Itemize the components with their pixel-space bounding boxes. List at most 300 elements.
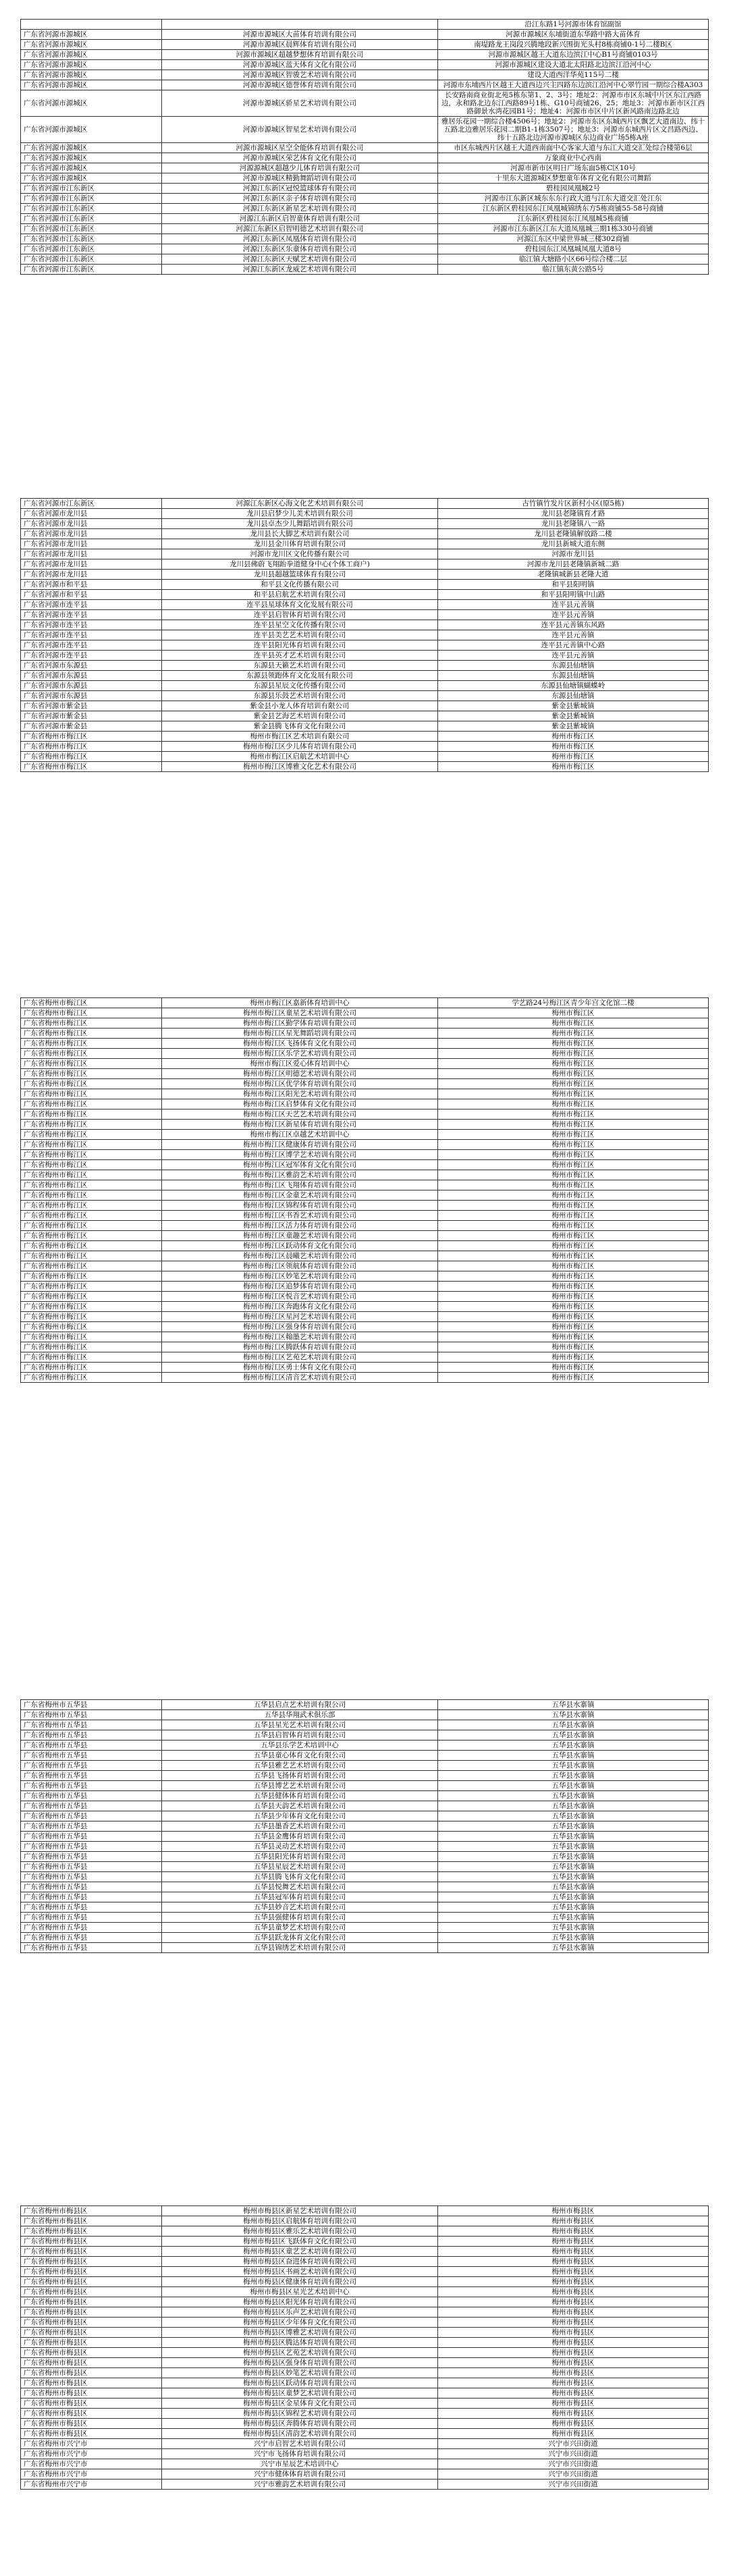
region-cell: 广东省梅州市梅县区 [21,2257,162,2267]
region-cell: 广东省梅州市梅江区 [21,1190,162,1201]
region-cell: 广东省梅州市梅江区 [21,1373,162,1383]
address-cell: 河源市源城区东埔街道东华路中路大苗体育 [438,30,709,40]
address-cell: 梅州市梅江区 [438,1059,709,1069]
region-cell: 广东省河源市源城区 [21,153,162,163]
address-cell: 梅州市梅县区 [438,2257,709,2267]
address-cell: 五华县水寨镇 [438,1821,709,1832]
region-cell: 广东省梅州市梅县区 [21,2348,162,2358]
region-cell: 广东省河源市江东新区 [21,194,162,204]
org-name-cell: 河源市源城区星空全能体育培训有限公司 [162,143,438,153]
table-row [21,762,709,772]
address-cell: 连平县元善镇东风路 [438,620,709,630]
address-cell: 河源市源城区建设大道北太阳路北边滨江沿河中心 [438,60,709,70]
region-cell: 广东省河源市源城区 [21,90,162,117]
table-row [21,1771,709,1781]
address-cell: 五华县水寨镇 [438,1781,709,1791]
table-body [21,998,709,1383]
region-cell: 广东省梅州市五华县 [21,1902,162,1913]
region-cell: 广东省梅州市梅江区 [21,1120,162,1130]
address-cell: 梅州市梅县区 [438,2368,709,2378]
org-name-cell: 梅州市梅江区腾跃体育培训有限公司 [162,1342,438,1352]
address-cell: 梅州市梅江区 [438,1322,709,1332]
address-cell: 河源市龙川县老隆镇新城二路 [438,559,709,570]
region-cell: 广东省河源市源城区 [21,143,162,153]
region-cell: 广东省河源市江东新区 [21,204,162,214]
org-name-cell: 梅州市梅江区新星体育培训有限公司 [162,1120,438,1130]
table-row [21,163,709,173]
region-cell: 广东省梅州市梅江区 [21,1261,162,1271]
region-cell: 广东省梅州市梅江区 [21,1039,162,1049]
address-cell: 东源县仙塘镇 [438,691,709,701]
table-row [21,2469,709,2479]
region-cell: 广东省梅州市五华县 [21,1923,162,1933]
table-row [21,2257,709,2267]
org-name-cell: 五华县金鹰体育培训有限公司 [162,1832,438,1842]
org-name-cell: 河源市源城区大苗体育培训有限公司 [162,30,438,40]
region-cell: 广东省梅州市梅县区 [21,2378,162,2388]
address-cell: 梅州市梅县区 [438,2287,709,2297]
table-row [21,1933,709,1943]
table-row [21,1781,709,1791]
table-row [21,70,709,80]
region-cell: 广东省河源市龙川县 [21,529,162,539]
org-name-cell: 东源县领跑体育文化发展有限公司 [162,671,438,681]
org-name-cell: 五华县星光艺术培训有限公司 [162,1720,438,1730]
org-name-cell: 梅州市梅江区金童艺术培训有限公司 [162,1190,438,1201]
address-cell: 河源市江东新区江东大道凤凰城三期1栋330号商铺 [438,224,709,234]
table-row [21,998,709,1008]
table-row [21,117,709,143]
address-cell: 东源县仙塘镇 [438,661,709,671]
org-name-cell: 龙川县启梦少儿美术培训有限公司 [162,509,438,519]
sheet-5 [20,2205,709,2490]
table-row [21,1872,709,1882]
org-name-cell: 梅州市梅县区金星体育文化有限公司 [162,2399,438,2409]
region-cell: 广东省河源市紫金县 [21,711,162,721]
table-row [21,2368,709,2378]
table-row [21,2226,709,2237]
table-row [21,2348,709,2358]
table-row [21,254,709,265]
address-cell: 梅州市梅江区 [438,1180,709,1190]
org-name-cell: 梅州市梅江区星河艺术培训有限公司 [162,1312,438,1322]
region-cell: 广东省梅州市梅江区 [21,742,162,752]
table-row [21,2479,709,2490]
org-name-cell: 河源江东新区凤凰体育培训有限公司 [162,234,438,244]
table-row [21,1882,709,1892]
table-row [21,1130,709,1140]
region-cell: 广东省梅州市梅江区 [21,732,162,742]
org-name-cell: 五华县天韵艺术培训有限公司 [162,1801,438,1811]
region-cell: 广东省梅州市梅县区 [21,2226,162,2237]
region-cell: 广东省梅州市兴宁市 [21,2459,162,2469]
table-row [21,50,709,60]
address-cell: 五华县水寨镇 [438,1933,709,1943]
org-name-cell: 紫金县腾飞体育文化有限公司 [162,721,438,732]
address-cell: 梅州市梅江区 [438,1150,709,1160]
org-name-cell: 梅州市梅江区启梦体育文化有限公司 [162,1099,438,1109]
table-row [21,1332,709,1342]
table-row [21,2429,709,2439]
table-row [21,742,709,752]
region-cell: 广东省梅州市五华县 [21,1892,162,1902]
region-cell: 广东省梅州市梅县区 [21,2287,162,2297]
org-table [20,498,709,772]
org-name-cell: 河源市源城区精勤舞蹈培训有限公司 [162,173,438,184]
org-name-cell: 梅州市梅江区活力体育培训有限公司 [162,1221,438,1231]
address-cell: 五华县水寨镇 [438,1720,709,1730]
region-cell: 广东省梅州市五华县 [21,1771,162,1781]
table-row [21,2459,709,2469]
address-cell: 连平县元善镇 [438,600,709,610]
org-name-cell: 梅州市梅县区乐声艺术培训有限公司 [162,2307,438,2318]
region-cell: 广东省河源市源城区 [21,70,162,80]
region-cell: 广东省梅州市梅江区 [21,762,162,772]
table-row [21,204,709,214]
address-cell: 梅州市梅县区 [438,2206,709,2216]
address-cell: 梅州市梅江区 [438,1211,709,1221]
table-row [21,1029,709,1039]
region-cell: 广东省河源市源城区 [21,173,162,184]
table-row [21,691,709,701]
region-cell: 广东省梅州市五华县 [21,1933,162,1943]
table-row [21,2277,709,2287]
org-name-cell: 五华县少年体育文化有限公司 [162,1811,438,1821]
address-cell: 梅州市梅江区 [438,732,709,742]
org-name-cell: 梅州市梅江区奔跑体育文化有限公司 [162,1302,438,1312]
table-row [21,2328,709,2338]
table-row [21,1730,709,1741]
address-cell: 紫金县紫城镇 [438,701,709,711]
table-row [21,1160,709,1170]
address-cell: 五华县水寨镇 [438,1902,709,1913]
org-name-cell: 龙川县长大脚艺术培训有限公司 [162,529,438,539]
org-name-cell: 河源源城区超越少儿体育培训有限公司 [162,163,438,173]
table-row [21,570,709,580]
table-row [21,244,709,254]
table-row [21,1363,709,1373]
address-cell: 龙川县老隆镇解放路二楼 [438,529,709,539]
org-name-cell: 梅州市梅县区新星艺术培训有限公司 [162,2206,438,2216]
table-row [21,2307,709,2318]
region-cell: 广东省梅州市五华县 [21,1720,162,1730]
address-cell: 梅州市梅县区 [438,2226,709,2237]
org-name-cell: 梅州市梅江区优学体育培训有限公司 [162,1079,438,1089]
org-name-cell: 五华县启智体育培训有限公司 [162,1730,438,1741]
region-cell: 广东省河源市江东新区 [21,224,162,234]
region-cell: 广东省梅州市梅县区 [21,2429,162,2439]
address-cell: 老隆镇城新县老隆大道 [438,570,709,580]
region-cell: 广东省河源市源城区 [21,117,162,143]
table-row [21,1271,709,1282]
table-row [21,224,709,234]
table-row [21,1832,709,1842]
table-row [21,499,709,509]
region-cell: 广东省河源市连平县 [21,620,162,630]
region-cell: 广东省河源市连平县 [21,630,162,640]
org-name-cell: 梅州市梅江区强身体育培训有限公司 [162,1322,438,1332]
region-cell: 广东省河源市江东新区 [21,244,162,254]
region-cell: 广东省梅州市梅江区 [21,1018,162,1029]
table-body [21,2206,709,2490]
org-name-cell: 梅州市梅江区锦程体育培训有限公司 [162,1201,438,1211]
address-cell: 梅州市梅江区 [438,1130,709,1140]
region-cell: 广东省梅州市五华县 [21,1862,162,1872]
region-cell: 广东省梅州市梅江区 [21,1221,162,1231]
region-cell: 广东省梅州市五华县 [21,1872,162,1882]
org-name-cell: 紫金县小龙人体育培训有限公司 [162,701,438,711]
region-cell: 广东省梅州市五华县 [21,1801,162,1811]
org-name-cell: 东源县乐鼓艺术培训有限公司 [162,691,438,701]
table-row [21,620,709,630]
table-row [21,1140,709,1150]
address-cell: 河源市东埔西片区越王大道西边兴主四路东边滨江沿河中心翠竹园一期综合楼A303 [438,80,709,90]
org-name-cell: 梅州市梅江区爱心体育培训中心 [162,1059,438,1069]
address-cell: 古竹镇竹发片区新村小区(原5栋) [438,499,709,509]
address-cell: 连平县元善镇 [438,651,709,661]
org-name-cell: 梅州市梅江区领航体育培训有限公司 [162,1261,438,1271]
org-name-cell: 五华县腾飞体育文化有限公司 [162,1872,438,1882]
table-row [21,1282,709,1292]
table-body [21,1700,709,1953]
org-name-cell: 梅州市梅江区勇士体育文化有限公司 [162,1363,438,1373]
org-name-cell: 和平县文化传播有限公司 [162,580,438,590]
table-row [21,1302,709,1312]
address-cell: 长安路南商业街北苑5栋东第1、2、3号；地址2：河源市市区东城中片区东江西路边，永和路北边东江西路89号1栋、G10号商铺26、25；地址3：河源市新市区江西路御景水湾花园B1号；地址4：河源市市区中片区新风路南边路北边 [438,90,709,117]
address-cell: 梅州市梅县区 [438,2307,709,2318]
org-name-cell: 梅州市梅县区星光艺术培训中心 [162,2287,438,2297]
table-row [21,1751,709,1761]
region-cell: 广东省梅州市梅县区 [21,2297,162,2307]
region-cell: 广东省梅州市梅江区 [21,1150,162,1160]
org-name-cell: 五华县乐学艺术培训中心 [162,1741,438,1751]
region-cell: 广东省梅州市梅江区 [21,1079,162,1089]
org-name-cell: 梅州市梅县区少年体育文化有限公司 [162,2318,438,2328]
address-cell: 五华县水寨镇 [438,1872,709,1882]
table-row [21,1741,709,1751]
address-cell: 梅州市梅县区 [438,2378,709,2388]
region-cell: 广东省梅州市五华县 [21,1943,162,1953]
region-cell: 广东省河源市连平县 [21,640,162,651]
org-name-cell: 和平县启航艺术培训有限公司 [162,590,438,600]
region-cell: 广东省河源市江东新区 [21,214,162,224]
region-cell: 广东省梅州市梅江区 [21,1109,162,1120]
region-cell: 广东省河源市和平县 [21,580,162,590]
address-cell: 梅州市梅县区 [438,2216,709,2226]
org-name-cell: 五华县阳光体育培训有限公司 [162,1852,438,1862]
region-cell: 广东省梅州市梅县区 [21,2267,162,2277]
org-name-cell: 河源江东新区启智明德艺术培训有限公司 [162,224,438,234]
table-row [21,1342,709,1352]
table-row [21,2449,709,2459]
region-cell: 广东省梅州市梅江区 [21,1170,162,1180]
address-cell: 兴宁市兴田街道 [438,2449,709,2459]
org-name-cell: 梅州市梅江区飞扬体育文化有限公司 [162,1039,438,1049]
table-row [21,2318,709,2328]
table-row [21,539,709,549]
region-cell: 广东省河源市江东新区 [21,184,162,194]
table-body [21,20,709,275]
table-row [21,1069,709,1079]
region-cell: 广东省梅州市梅江区 [21,1029,162,1039]
org-name-cell: 五华县童梦艺术培训有限公司 [162,1923,438,1933]
table-row [21,1231,709,1241]
region-cell: 广东省河源市源城区 [21,40,162,50]
region-cell: 广东省梅州市梅江区 [21,1069,162,1079]
address-cell: 兴宁市兴田街道 [438,2469,709,2479]
address-cell: 兴宁市兴田街道 [438,2439,709,2449]
address-cell: 五华县水寨镇 [438,1862,709,1872]
org-name-cell: 梅州市梅江区跃动体育文化有限公司 [162,1241,438,1251]
org-name-cell: 梅州市梅县区童艺艺术培训有限公司 [162,2247,438,2257]
address-cell: 连平县元善镇 [438,630,709,640]
table-row [21,1180,709,1190]
org-name-cell: 梅州市梅县区奔腾体育培训有限公司 [162,2419,438,2429]
region-cell: 广东省梅州市梅县区 [21,2409,162,2419]
region-cell: 广东省梅州市梅江区 [21,1211,162,1221]
address-cell: 江东新区碧桂园东江凤凰城5栋商铺 [438,214,709,224]
table-row [21,1852,709,1862]
table-row [21,1089,709,1099]
region-cell: 广东省梅州市梅县区 [21,2318,162,2328]
region-cell: 广东省梅州市梅江区 [21,1312,162,1322]
address-cell: 东源县仙塘镇蝴蝶岭 [438,681,709,691]
address-cell: 梅州市梅江区 [438,1241,709,1251]
org-name-cell: 梅州市梅县区童梦艺术培训有限公司 [162,2388,438,2399]
address-cell: 梅州市梅县区 [438,2297,709,2307]
org-name-cell: 东源县星辰文化传播有限公司 [162,681,438,691]
region-cell: 广东省梅州市梅县区 [21,2247,162,2257]
org-name-cell: 五华县强健体育培训有限公司 [162,1913,438,1923]
org-name-cell [162,20,438,30]
org-name-cell: 梅州市梅江区冠军体育文化有限公司 [162,1160,438,1170]
region-cell: 广东省梅州市梅县区 [21,2328,162,2338]
org-name-cell: 五华县华翔武术俱乐部 [162,1710,438,1720]
region-cell: 广东省梅州市梅江区 [21,1049,162,1059]
table-row [21,40,709,50]
address-cell: 梅州市梅江区 [438,752,709,762]
org-name-cell: 龙川县金川体育培训有限公司 [162,539,438,549]
table-row [21,20,709,30]
table-row [21,1099,709,1109]
address-cell: 学艺路24号梅江区青少年宫文化馆二楼 [438,998,709,1008]
org-name-cell: 五华县飞扬体育培训有限公司 [162,1771,438,1781]
org-name-cell: 梅州市梅县区飞跃体育文化有限公司 [162,2237,438,2247]
region-cell: 广东省梅州市五华县 [21,1791,162,1801]
table-row [21,153,709,163]
address-cell: 梅州市梅县区 [438,2348,709,2358]
table-row [21,1710,709,1720]
address-cell: 五华县水寨镇 [438,1943,709,1953]
address-cell: 梅州市梅江区 [438,1342,709,1352]
table-row [21,265,709,275]
org-name-cell: 五华县锦绣艺术培训有限公司 [162,1943,438,1953]
address-cell: 梅州市梅江区 [438,1079,709,1089]
address-cell: 临江镇大塘路小区66号综合楼二层 [438,254,709,265]
region-cell: 广东省梅州市五华县 [21,1832,162,1842]
region-cell: 广东省梅州市梅县区 [21,2338,162,2348]
table-row [21,721,709,732]
address-cell: 和平县阳明镇中山路 [438,590,709,600]
region-cell: 广东省梅州市梅江区 [21,1363,162,1373]
address-cell: 梅州市梅江区 [438,1231,709,1241]
region-cell: 广东省河源市东源县 [21,691,162,701]
table-row [21,1049,709,1059]
region-cell: 广东省梅州市梅县区 [21,2388,162,2399]
org-name-cell: 河源江东新区心海文化艺术培训有限公司 [162,499,438,509]
region-cell [21,20,162,30]
table-row [21,590,709,600]
address-cell: 梅州市梅县区 [438,2399,709,2409]
address-cell: 梅州市梅县区 [438,2409,709,2419]
table-row [21,1211,709,1221]
table-row [21,2287,709,2297]
address-cell: 梅州市梅江区 [438,1352,709,1363]
table-row [21,214,709,224]
address-cell: 临江镇东黄公路5号 [438,265,709,275]
region-cell: 广东省梅州市五华县 [21,1913,162,1923]
address-cell: 和平县阳明镇 [438,580,709,590]
address-cell: 梅州市梅江区 [438,1363,709,1373]
table-row [21,1221,709,1231]
region-cell: 广东省梅州市五华县 [21,1730,162,1741]
address-cell: 龙川县老隆镇育才路 [438,509,709,519]
address-cell: 建设大道西洋华苑115号二楼 [438,70,709,80]
table-row [21,2378,709,2388]
org-name-cell: 五华县启点艺术培训有限公司 [162,1700,438,1710]
org-name-cell: 梅州市梅县区书画艺术培训有限公司 [162,2267,438,2277]
address-cell: 梅州市梅县区 [438,2429,709,2439]
address-cell: 梅州市梅江区 [438,1049,709,1059]
address-cell: 五华县水寨镇 [438,1882,709,1892]
address-cell: 五华县水寨镇 [438,1791,709,1801]
table-row [21,1201,709,1211]
org-name-cell: 兴宁市雅韵艺术培训有限公司 [162,2479,438,2490]
address-cell: 五华县水寨镇 [438,1741,709,1751]
org-name-cell: 兴宁市启智艺术培训有限公司 [162,2439,438,2449]
address-cell: 梅州市梅江区 [438,1221,709,1231]
org-name-cell: 梅州市梅县区锦程艺术培训有限公司 [162,2409,438,2419]
address-cell: 五华县水寨镇 [438,1832,709,1842]
org-name-cell: 连平县星空文化传播有限公司 [162,620,438,630]
org-name-cell: 梅州市梅江区嘉新体育培训中心 [162,998,438,1008]
org-name-cell: 兴宁市飞扬体育培训有限公司 [162,2449,438,2459]
table-row [21,681,709,691]
table-row [21,1913,709,1923]
region-cell: 广东省河源市东源县 [21,661,162,671]
table-row [21,1109,709,1120]
org-name-cell: 河源江东新区亲子体育培训有限公司 [162,194,438,204]
table-row [21,580,709,590]
region-cell: 广东省梅州市梅县区 [21,2237,162,2247]
table-row [21,529,709,539]
table-row [21,1373,709,1383]
address-cell: 梅州市梅县区 [438,2247,709,2257]
org-name-cell: 梅州市梅江区追梦体育培训有限公司 [162,1282,438,1292]
org-name-cell: 梅州市梅县区清韵艺术培训有限公司 [162,2429,438,2439]
table-row [21,661,709,671]
address-cell: 梅州市梅江区 [438,1373,709,1383]
table-row [21,1190,709,1201]
address-cell: 梅州市梅江区 [438,1099,709,1109]
org-name-cell: 梅州市梅江区健康体育培训有限公司 [162,1140,438,1150]
org-name-cell: 连平县美艺艺术培训有限公司 [162,630,438,640]
table-row [21,549,709,559]
address-cell: 连平县元善镇 [438,610,709,620]
org-name-cell: 河源江东新区乐童体育培训有限公司 [162,244,438,254]
org-name-cell: 河源市源城区荣艺体育文化有限公司 [162,153,438,163]
address-cell: 连平县元善镇中心路 [438,640,709,651]
